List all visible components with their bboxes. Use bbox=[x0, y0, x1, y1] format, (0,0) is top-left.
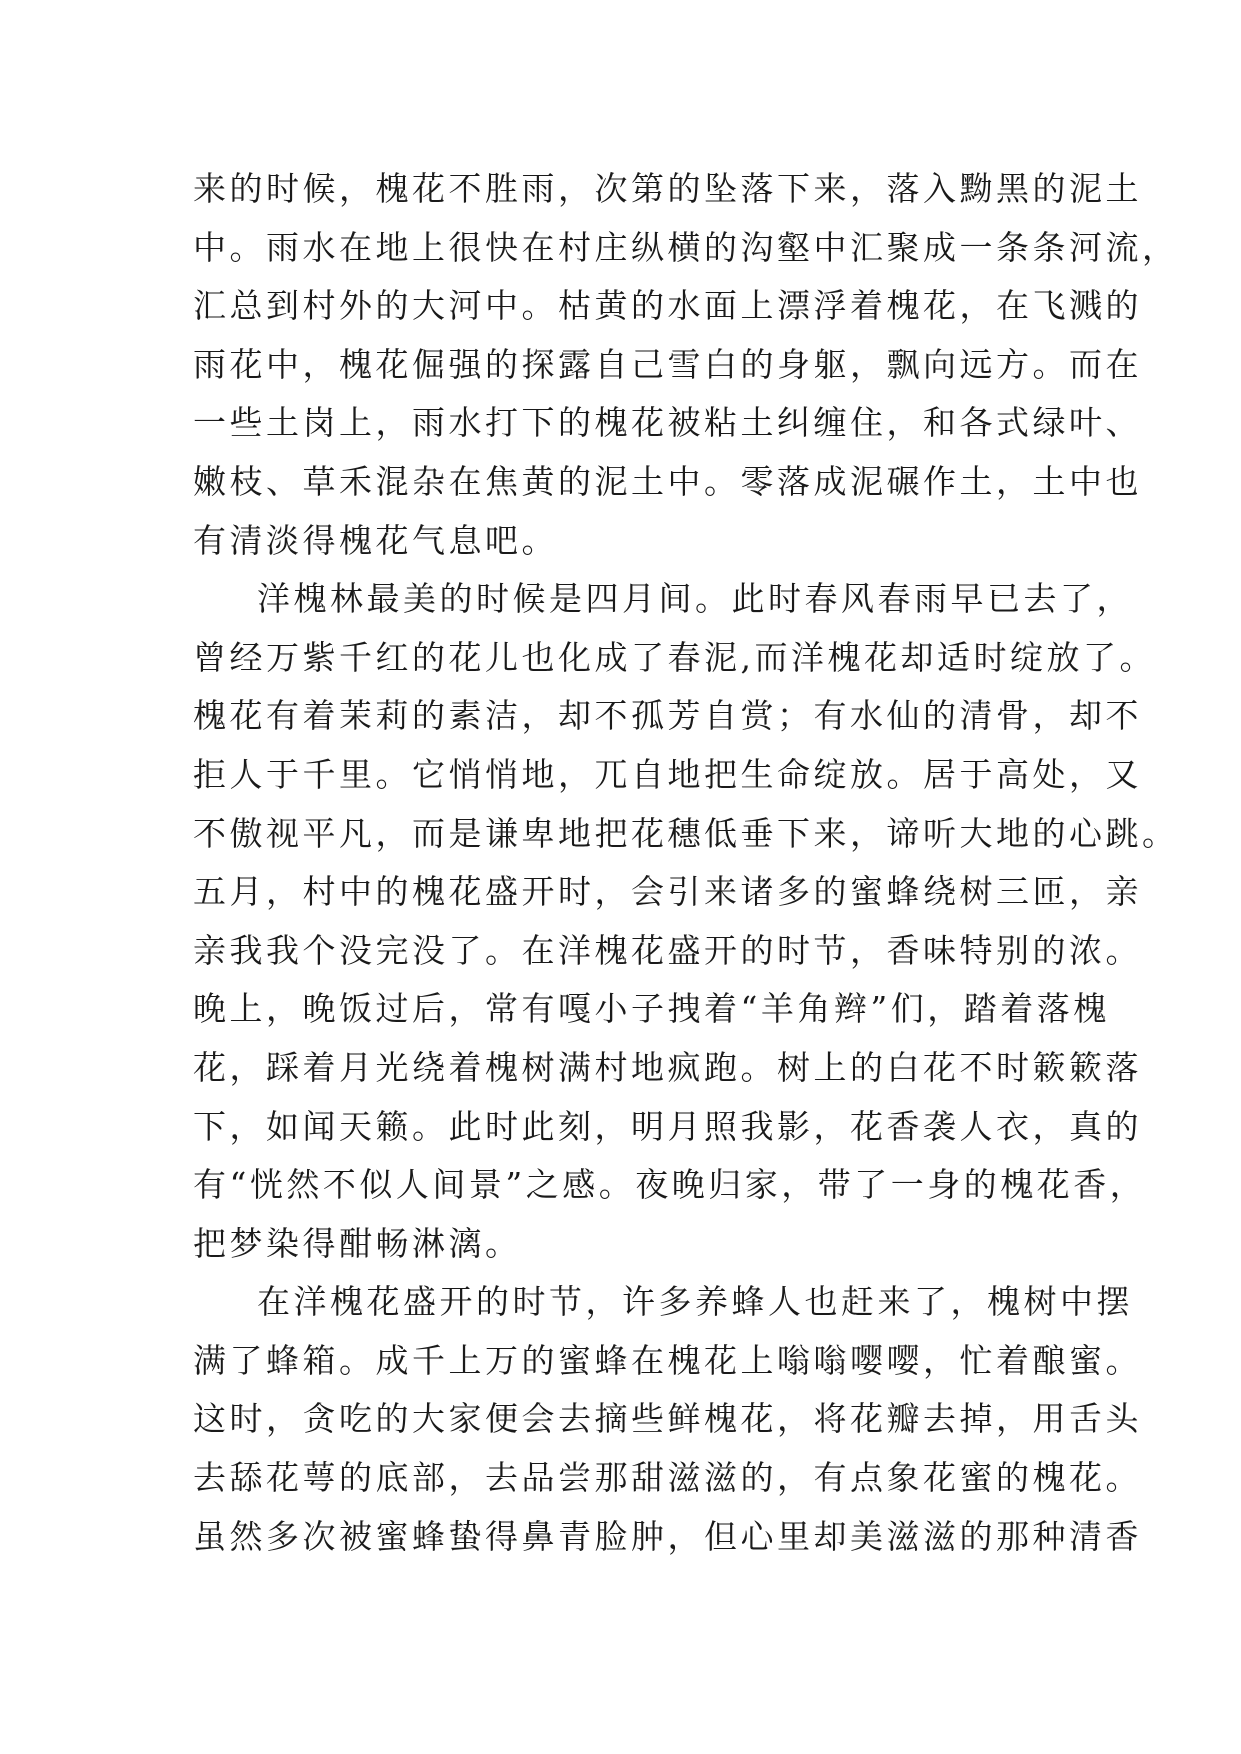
text-line: 汇总到村外的大河中。枯黄的水面上漂浮着槐花，在飞溅的 bbox=[193, 286, 1142, 326]
text-line: 这时，贪吃的大家便会去摘些鲜槐花，将花瓣去掉，用舌头 bbox=[193, 1399, 1142, 1439]
text-line: 洋槐林最美的时候是四月间。此时春风春雨早已去了， bbox=[257, 579, 1133, 619]
text-line: 有清淡得槐花气息吧。 bbox=[193, 520, 558, 560]
text-line: 花，踩着月光绕着槐树满村地疯跑。树上的白花不时簌簌落 bbox=[193, 1047, 1142, 1087]
text-line: 晚上，晚饭过后，常有嘎小子拽着“羊角辫”们，踏着落槐 bbox=[193, 989, 1110, 1029]
text-line: 下，如闻天籁。此时此刻，明月照我影，花香袭人衣，真的 bbox=[193, 1106, 1142, 1146]
text-line: 满了蜂箱。成千上万的蜜蜂在槐花上嗡嗡嘤嘤，忙着酿蜜。 bbox=[193, 1340, 1142, 1380]
text-line: 嫩枝、草禾混杂在焦黄的泥土中。零落成泥碾作土，土中也 bbox=[193, 461, 1142, 501]
body-text bbox=[193, 160, 1179, 1566]
text-line: 有“恍然不似人间景”之感。夜晚归家，带了一身的槐花香， bbox=[193, 1165, 1147, 1205]
text-line: 中。雨水在地上很快在村庄纵横的沟壑中汇聚成一条条河流， bbox=[193, 227, 1179, 267]
text-line: 五月，村中的槐花盛开时，会引来诸多的蜜蜂绕树三匝，亲 bbox=[193, 872, 1142, 912]
text-line: 把梦染得酣畅淋漓。 bbox=[193, 1223, 522, 1263]
text-line: 拒人于千里。它悄悄地，兀自地把生命绽放。居于高处，又 bbox=[193, 754, 1142, 794]
text-line: 曾经万紫千红的花儿也化成了春泥,而洋槐花却适时绽放了。 bbox=[193, 637, 1156, 677]
text-line: 雨花中，槐花倔强的探露自己雪白的身躯，飘向远方。而在 bbox=[193, 344, 1142, 384]
text-line: 不傲视平凡，而是谦卑地把花穗低垂下来，谛听大地的心跳。 bbox=[193, 813, 1179, 853]
text-line: 一些土岗上，雨水打下的槐花被粘土纠缠住，和各式绿叶、 bbox=[193, 403, 1142, 443]
text-line: 来的时候，槐花不胜雨，次第的坠落下来，落入黝黑的泥土 bbox=[193, 169, 1142, 208]
text-line: 亲我我个没完没了。在洋槐花盛开的时节，香味特别的浓。 bbox=[193, 930, 1142, 970]
text-line: 去舔花萼的底部，去品尝那甜滋滋的，有点象花蜜的槐花。 bbox=[193, 1458, 1142, 1498]
text-line: 虽然多次被蜜蜂蛰得鼻青脸肿，但心里却美滋滋的那种清香 bbox=[193, 1516, 1142, 1556]
text-line: 槐花有着茉莉的素洁，却不孤芳自赏；有水仙的清骨，却不 bbox=[193, 696, 1142, 736]
text-line: 在洋槐花盛开的时节，许多养蜂人也赶来了，槐树中摆 bbox=[257, 1282, 1133, 1322]
